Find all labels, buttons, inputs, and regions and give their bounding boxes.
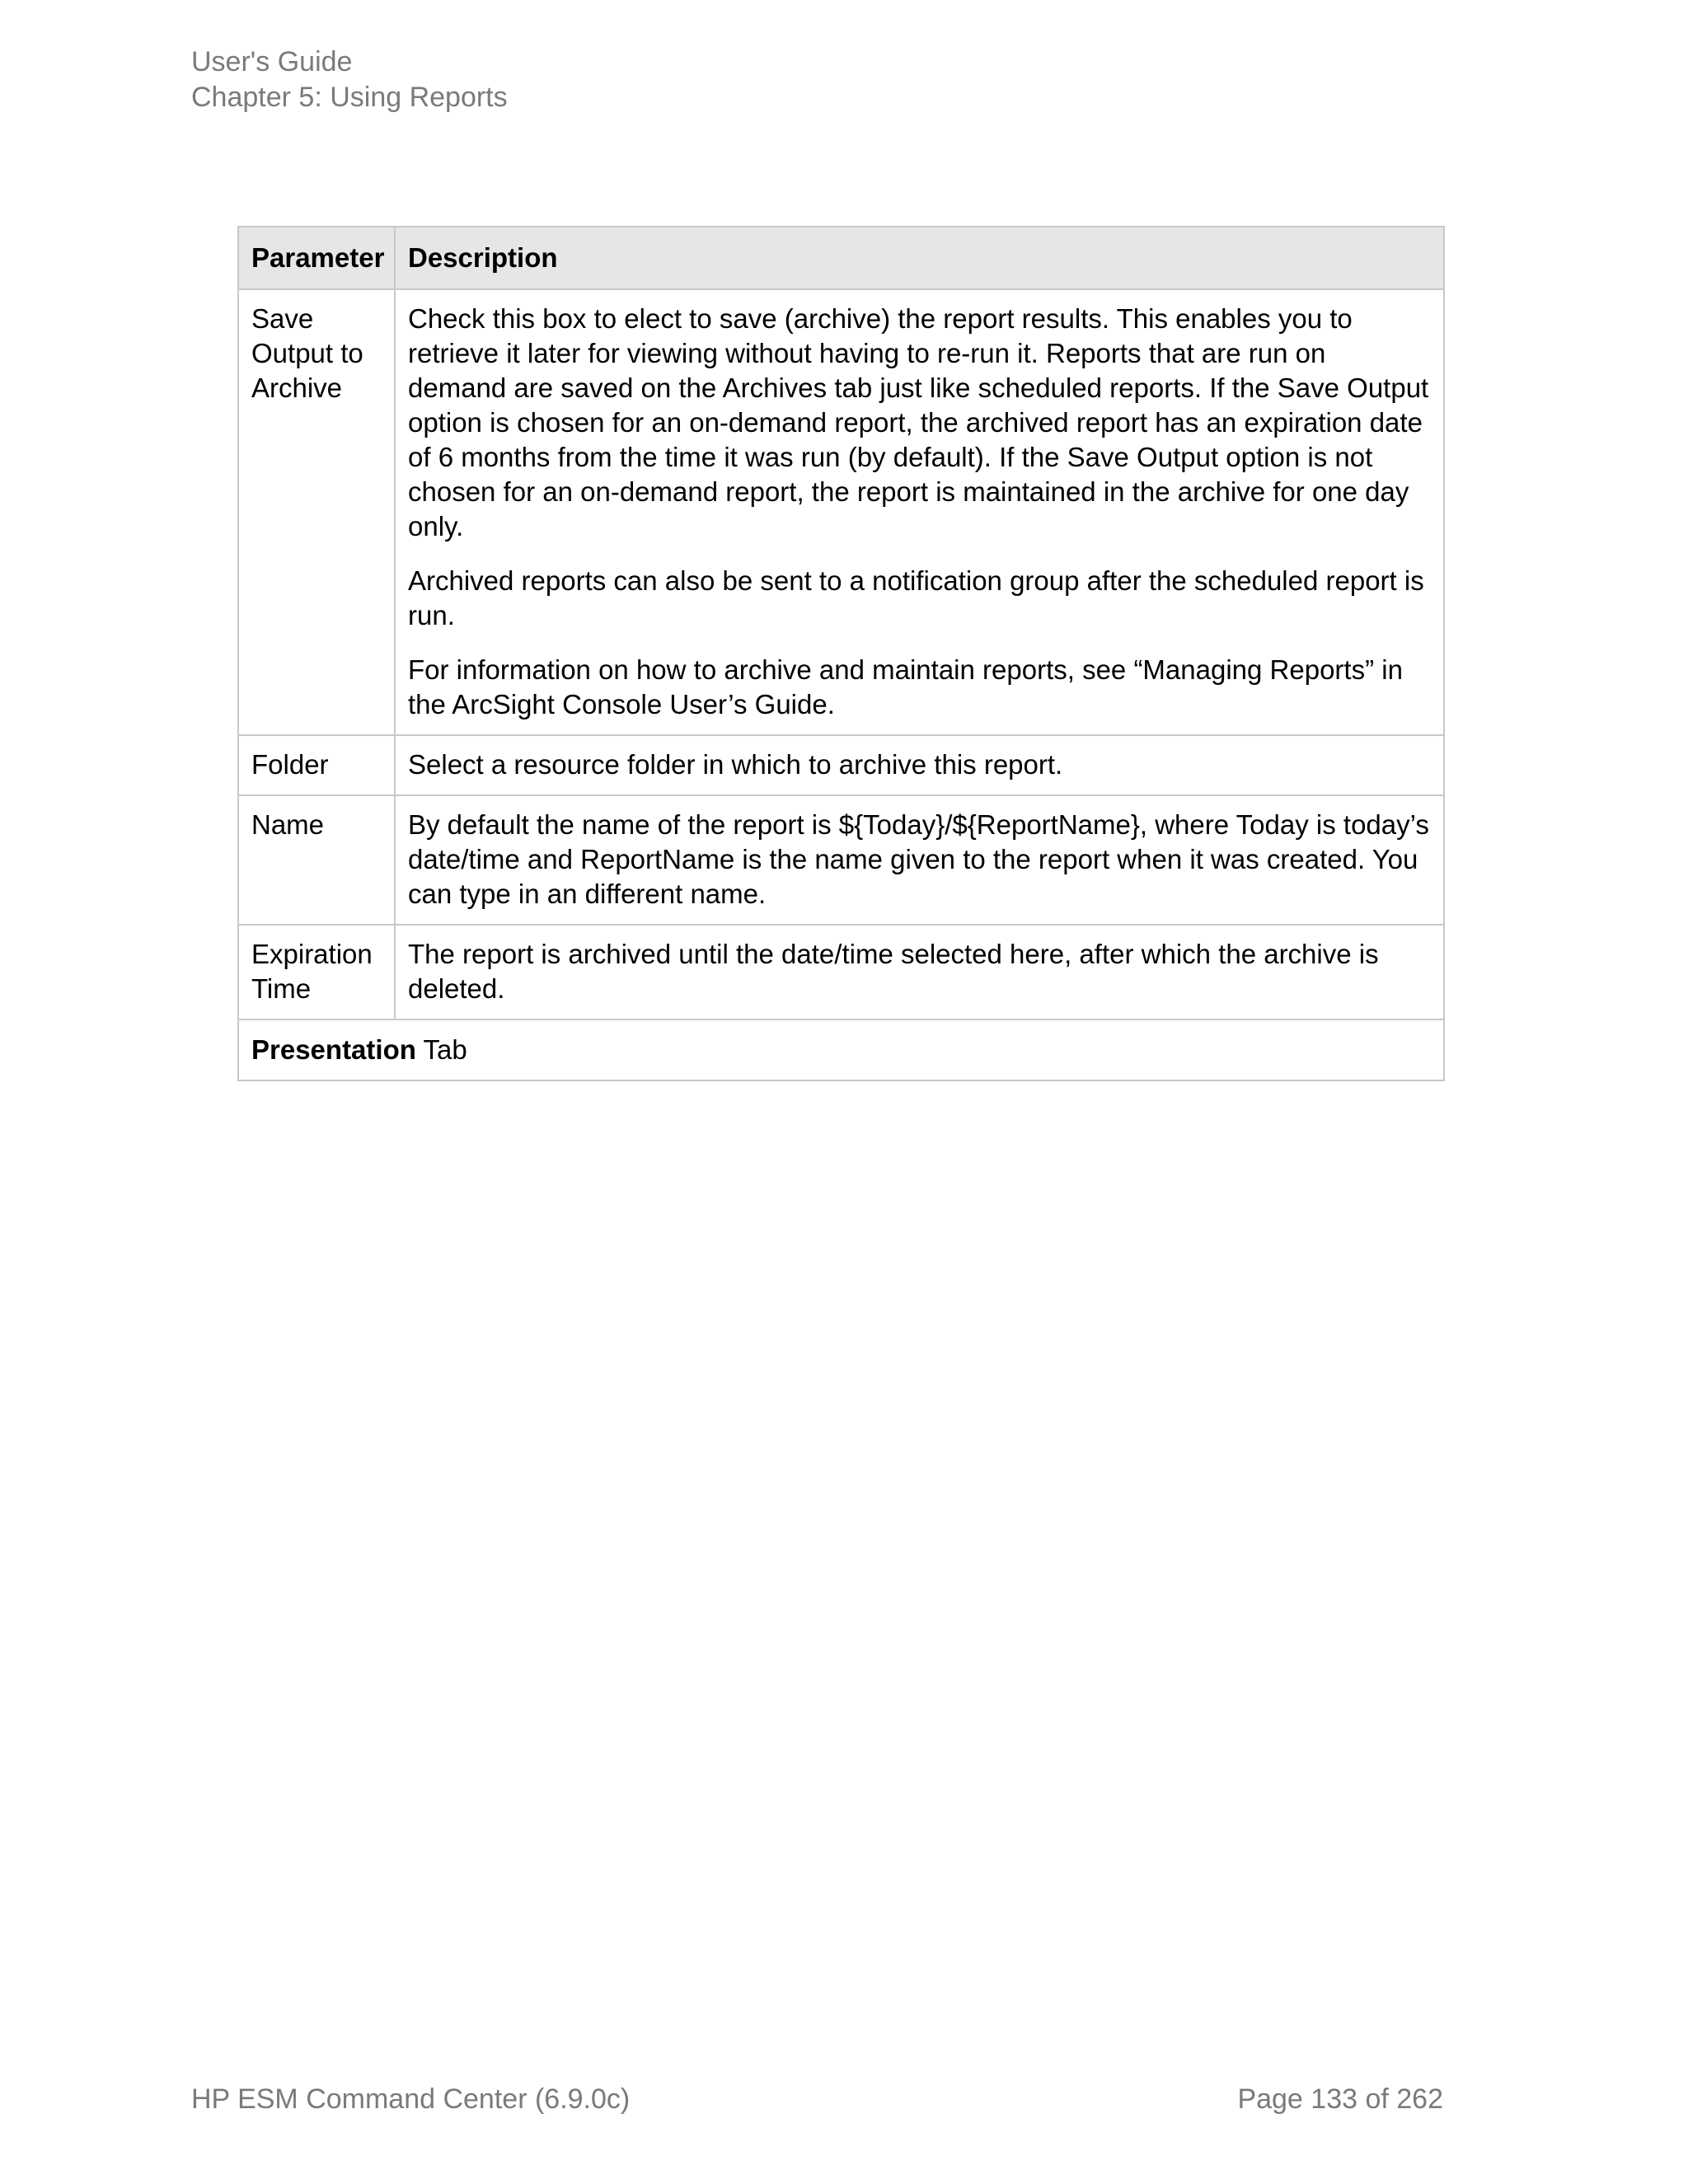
- section-label-suffix: Tab: [415, 1034, 467, 1065]
- table-row: [238, 925, 1444, 1019]
- footer-page-number: Page 133 of 262: [1237, 2083, 1443, 2115]
- running-header: [191, 45, 508, 115]
- table-row: [238, 735, 1444, 795]
- table-header-row: [238, 227, 1444, 289]
- chapter-title: Chapter 5: Using Reports: [191, 82, 508, 113]
- parameter-name-folder: Folder: [238, 735, 395, 795]
- table-row: [238, 289, 1444, 735]
- description-paragraph: The report is archived until the date/time selected here, after which the archive is deleted.: [408, 939, 1379, 1004]
- description-paragraph: Select a resource folder in which to archive this report.: [408, 749, 1063, 780]
- parameter-name-save-output: Save Output to Archive: [238, 289, 395, 735]
- description-paragraph: Check this box to elect to save (archive) the report results. This enables you to retrieve it later for viewing without having to re-run it. Reports that are run on demand are saved on the Archives tab just like scheduled reports. If the Save Output option is chosen for an on-demand report, the archived report has an expiration date of 6 months from the time it was run (by default). If the Save Output option is not chosen for an on-demand report, the report is maintained in the archive for one day only.: [408, 303, 1429, 541]
- footer-product: HP ESM Command Center (6.9.0c): [191, 2083, 631, 2115]
- table-row: [238, 795, 1444, 925]
- parameter-table: [237, 226, 1445, 1081]
- parameter-description-expiration-time: [395, 925, 1444, 1019]
- guide-title: User's Guide: [191, 46, 353, 77]
- parameter-description-folder: [395, 735, 1444, 795]
- section-row-presentation-tab: [238, 1019, 1444, 1080]
- parameter-description-save-output: [395, 289, 1444, 735]
- description-paragraph: Archived reports can also be sent to a notification group after the scheduled report is run.: [408, 565, 1424, 630]
- parameter-name-name: Name: [238, 795, 395, 925]
- section-label: [238, 1019, 1444, 1080]
- description-paragraph: By default the name of the report is ${Today}/${ReportName}, where Today is today’s date/time and ReportName is the name given to the report when it was created. You can type in an different name.: [408, 809, 1429, 909]
- description-paragraph: For information on how to archive and maintain reports, see “Managing Reports” in the ArcSight Console User’s Guide.: [408, 654, 1403, 719]
- parameter-description-name: [395, 795, 1444, 925]
- column-header-parameter: Parameter: [238, 227, 395, 289]
- column-header-description: Description: [395, 227, 1444, 289]
- parameter-name-expiration-time: Expiration Time: [238, 925, 395, 1019]
- section-label-bold: Presentation: [251, 1034, 416, 1065]
